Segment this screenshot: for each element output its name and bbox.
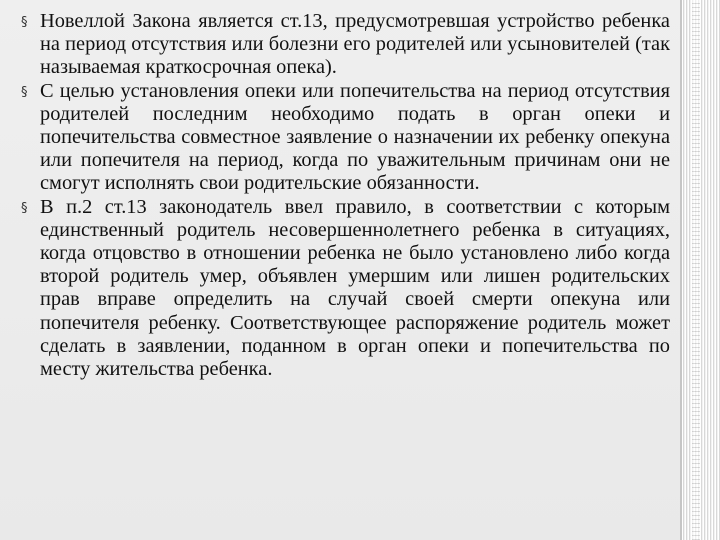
section-sign-icon: §: [21, 200, 28, 216]
slide-text-body: [18, 10, 670, 381]
paragraph-2-text: С целью установления опеки или попечительства на период отсутствия родителей последним необходимо подать в орган опеки и попечительства совместное заявление о назначении их ребенку опекуна или попечителя на период, когда по уважительным причинам они не смогут исполнять свои родительские обязанности.: [40, 79, 670, 195]
paragraph-3: [18, 196, 670, 382]
paragraph-3-text: В п.2 ст.13 законодатель ввел правило, в соответствии с которым единственный родитель несовершеннолетнего ребенка в ситуациях, когда отцовство в отношении ребенка не было установлено либо когда второй родитель умер, объявлен умершим или лишен родительских прав вправе определить на случай своей смерти опекуна или попечителя ребенку. Соответствующее распоряжение родитель может сделать в заявлении, поданном в орган опеки и попечительства по месту жительства ребенка.: [40, 195, 670, 381]
paragraph-2: [18, 80, 670, 196]
paragraph-1: [18, 10, 670, 80]
paragraph-1-text: Новеллой Закона является ст.13, предусмотревшая устройство ребенка на период отсутствия или болезни его родителей или усыновителей (так называемая краткосрочная опека).: [40, 10, 670, 79]
section-sign-icon: §: [21, 15, 28, 30]
section-sign-icon: §: [21, 84, 28, 100]
decorative-side-bar: [680, 0, 720, 540]
